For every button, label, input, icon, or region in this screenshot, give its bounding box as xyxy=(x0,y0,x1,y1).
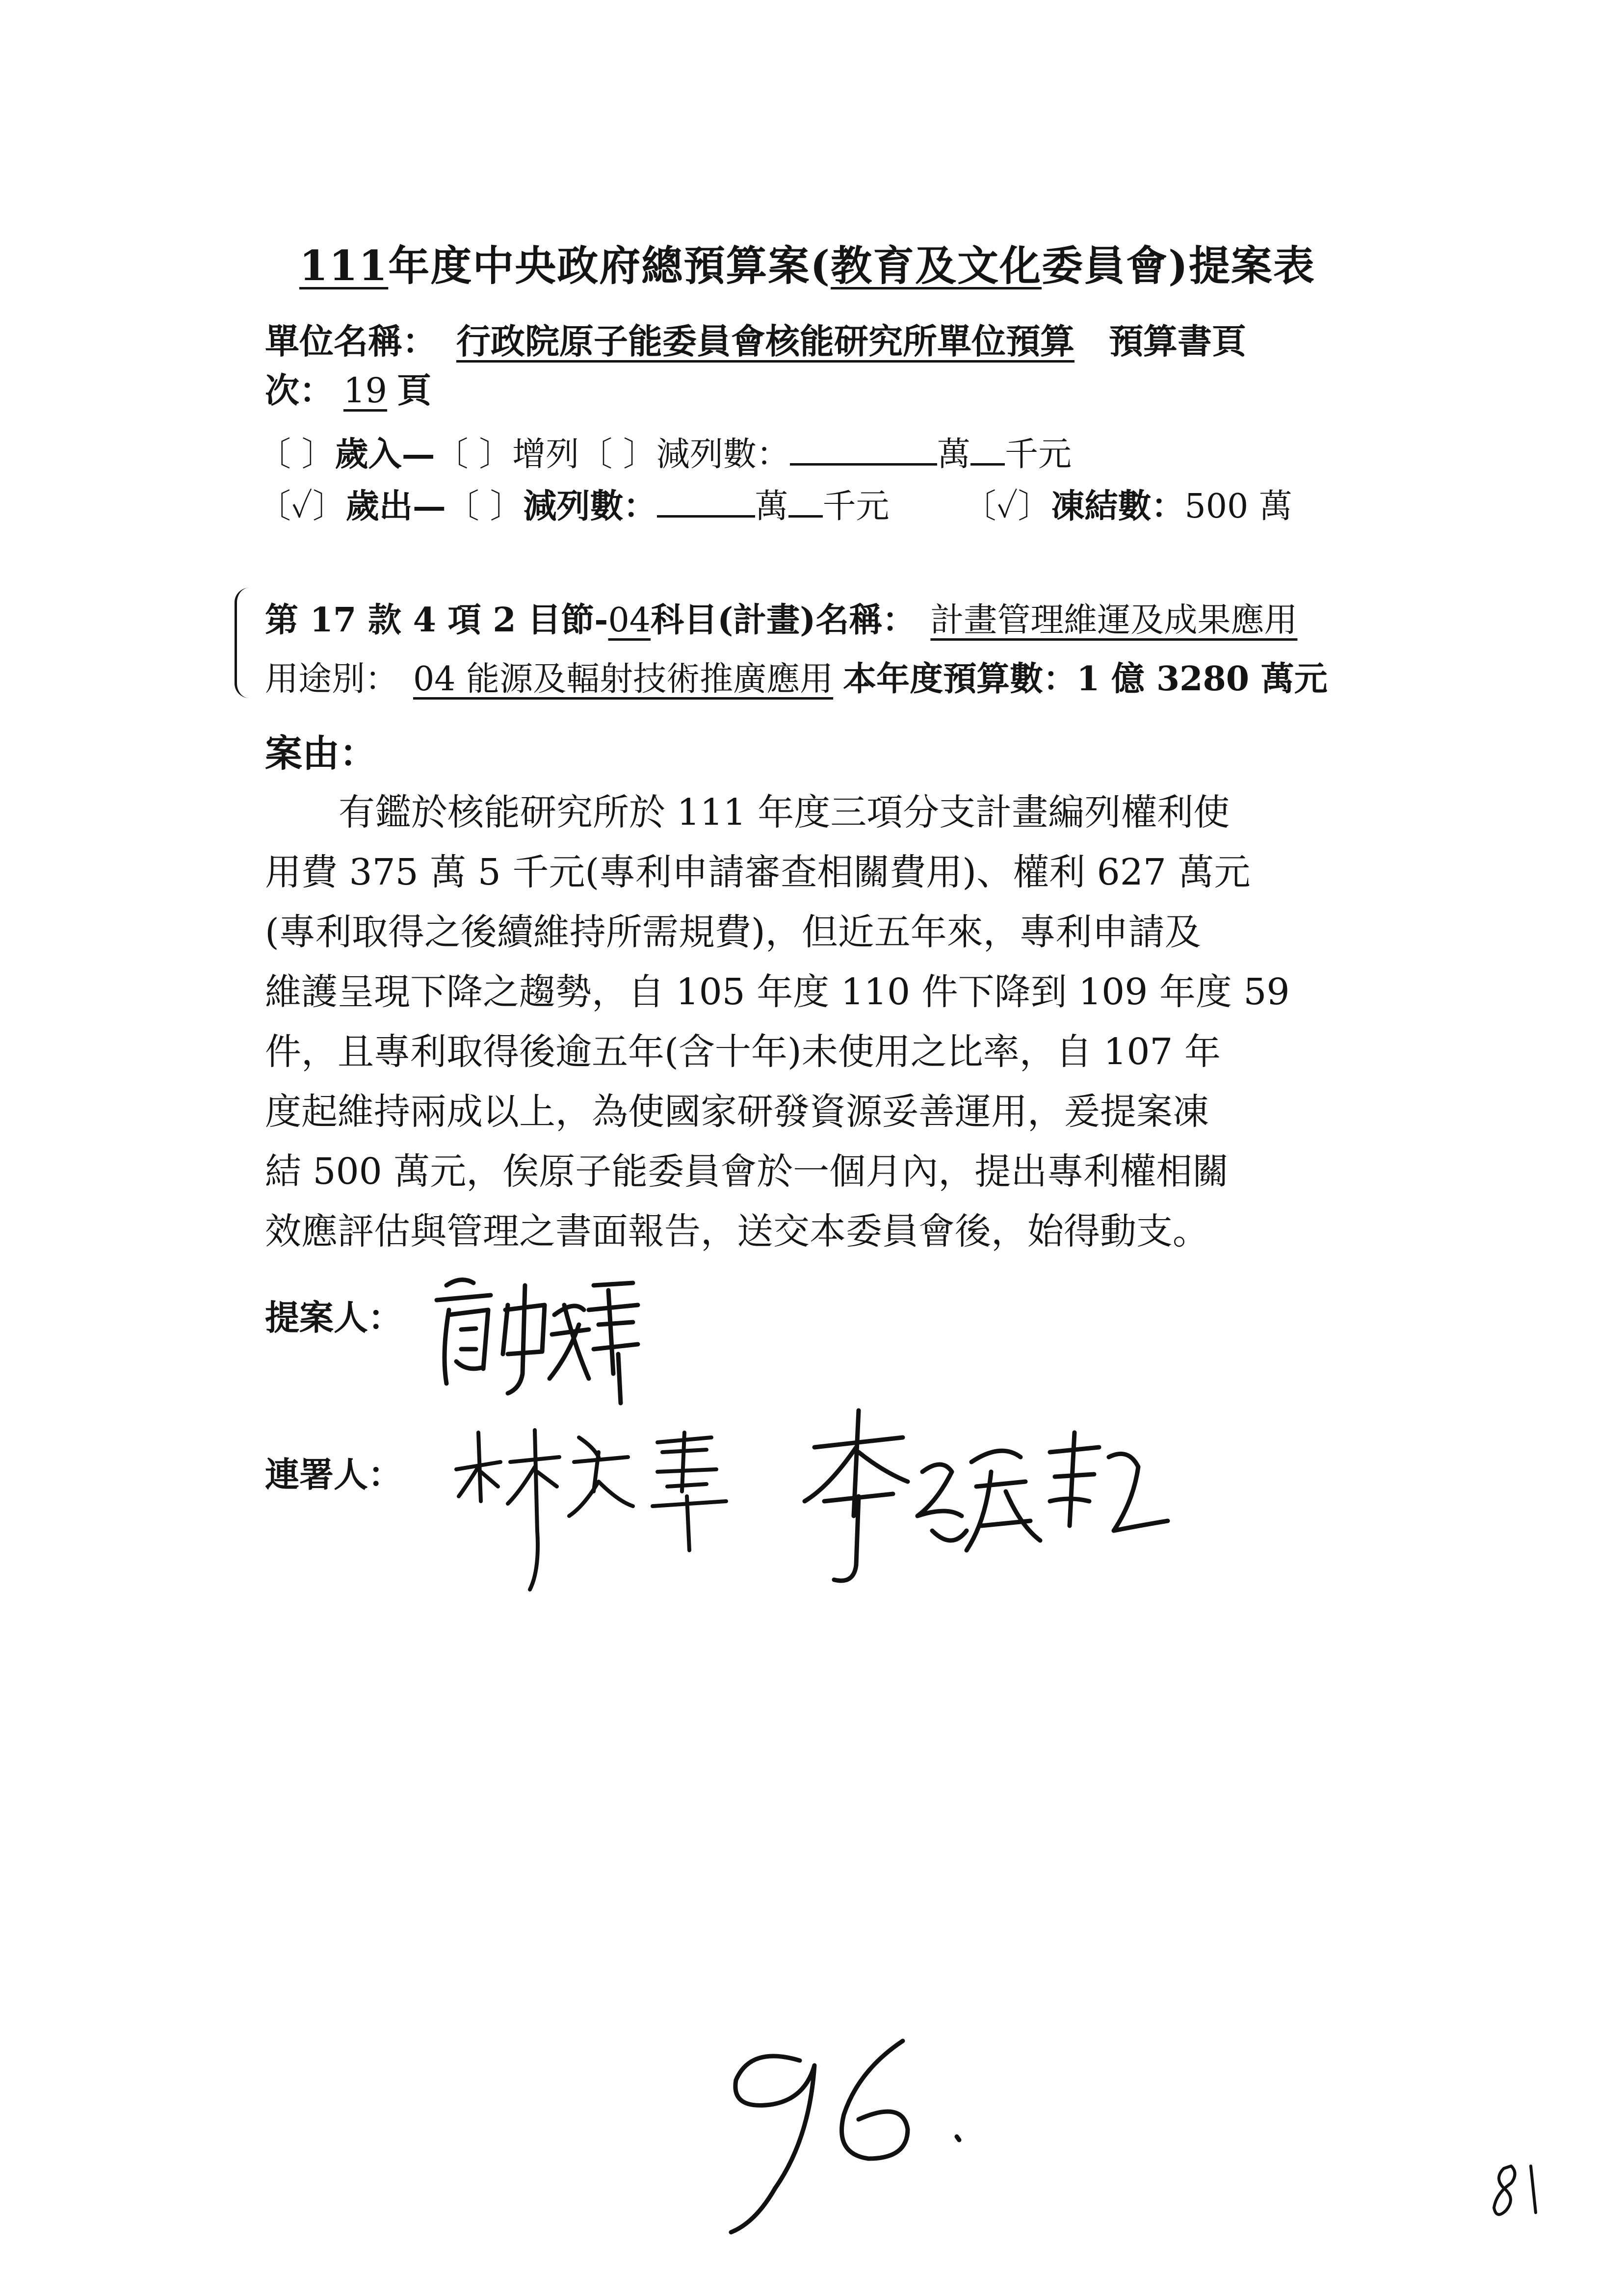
subject-prefix: 第 17 款 4 項 2 目節- xyxy=(265,600,608,640)
cosigner-label: 連署人： xyxy=(265,1454,402,1495)
page-label: 預算書頁 xyxy=(1109,321,1246,362)
expense-checkbox: 〔✓〕 xyxy=(258,487,346,526)
expense-cut: 減列數： xyxy=(523,487,657,526)
freeze-label: 凍結數： xyxy=(1051,487,1185,526)
budget-label: 本年度預算數： xyxy=(843,659,1077,699)
page-title xyxy=(299,233,1315,292)
revenue-add: 增列 xyxy=(512,435,579,474)
reason-line: 有鑑於核能研究所於 111 年度三項分支計畫編列權利使 xyxy=(339,791,1230,834)
expense-qian: 千元 xyxy=(822,487,890,526)
title-year: 111 xyxy=(299,241,389,290)
cosigner-signature-2 xyxy=(795,1403,1178,1619)
expense-wan-blank xyxy=(657,485,755,518)
subject-section: 04 xyxy=(608,601,651,640)
revenue-wan: 萬 xyxy=(937,435,970,474)
title-committee: 教育及文化 xyxy=(831,241,1042,290)
proposer-label: 提案人： xyxy=(265,1297,402,1338)
expense-line xyxy=(258,480,1292,527)
revenue-line xyxy=(258,428,1072,475)
subject-brace xyxy=(235,588,255,698)
unit-page-line xyxy=(265,363,431,413)
reason-line: 度起維持兩成以上，為使國家研發資源妥善運用，爰提案凍 xyxy=(265,1091,1209,1133)
revenue-cut-checkbox: 〔 〕 xyxy=(579,435,656,474)
unit-label: 單位名稱： xyxy=(265,321,437,362)
expense-label: 歲出— xyxy=(345,487,446,526)
reason-line: 件，且專利取得後逾五年(含十年)未使用之比率，自 107 年 xyxy=(265,1031,1221,1073)
expense-wan: 萬 xyxy=(755,487,788,526)
page-suffix: 頁 xyxy=(397,370,432,411)
title-mid: 年度中央政府總預算案( xyxy=(388,241,831,290)
proposer-signature xyxy=(427,1256,653,1418)
revenue-qian: 千元 xyxy=(1004,435,1072,474)
expense-qian-blank xyxy=(788,485,823,518)
freeze-value: 500 萬 xyxy=(1184,487,1292,526)
cosigner-signature-1 xyxy=(451,1423,756,1609)
use-line xyxy=(265,652,1328,700)
revenue-checkbox: 〔 〕 xyxy=(258,435,335,474)
use-value: 04 能源及輻射技術推廣應用 xyxy=(413,660,834,699)
title-end: 委員會)提案表 xyxy=(1042,241,1315,290)
freeze-checkbox: 〔✓〕 xyxy=(963,487,1051,526)
revenue-qian-blank xyxy=(970,433,1005,466)
reason-line: 用費 375 萬 5 千元(專利申請審查相關費用)、權利 627 萬元 xyxy=(265,851,1251,893)
reason-line: 維護呈現下降之趨勢，自 105 年度 110 件下降到 109 年度 59 xyxy=(265,971,1290,1013)
subject-line xyxy=(265,594,1297,641)
revenue-cut: 減列數： xyxy=(656,435,790,474)
unit-line xyxy=(265,314,1246,364)
reason-label: 案由： xyxy=(265,731,377,775)
page-number-96 xyxy=(711,2026,986,2237)
corner-page-number-81 xyxy=(1489,2159,1558,2222)
reason-line: 結 500 萬元，俟原子能委員會於一個月內，提出專利權相關 xyxy=(265,1150,1229,1193)
use-label: 用途別： xyxy=(265,660,399,699)
budget-value: 1 億 3280 萬元 xyxy=(1076,659,1328,699)
reason-paragraph xyxy=(265,783,1423,1261)
reason-line: 效應評估與管理之書面報告，送交本委員會後，始得動支。 xyxy=(265,1210,1209,1252)
subject-name-label: 科目(計畫)名稱： xyxy=(651,600,916,640)
revenue-wan-blank xyxy=(790,433,937,466)
expense-cut-checkbox: 〔 〕 xyxy=(445,487,524,526)
subject-name: 計畫管理維運及成果應用 xyxy=(930,601,1298,640)
unit-name: 行政院原子能委員會核能研究所單位預算 xyxy=(456,321,1074,362)
reason-line: (專利取得之後續維持所需規費)，但近五年來，專利申請及 xyxy=(265,911,1201,953)
page-label-2: 次： xyxy=(265,370,334,411)
revenue-label: 歲入— xyxy=(335,435,435,474)
revenue-add-checkbox: 〔 〕 xyxy=(435,435,513,474)
page-number: 19 xyxy=(343,370,388,411)
